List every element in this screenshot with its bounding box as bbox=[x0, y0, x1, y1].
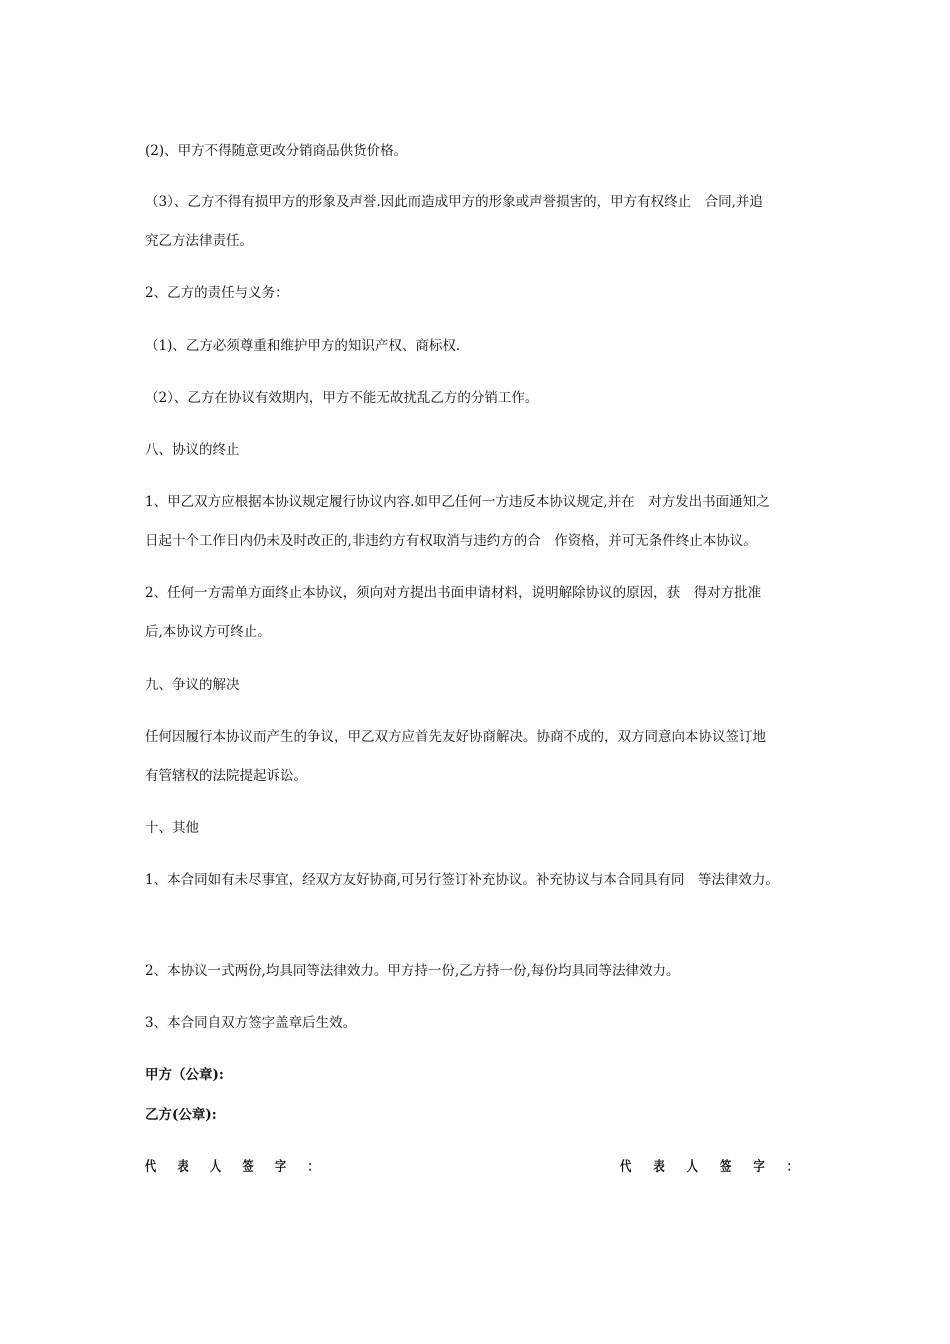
clause-text: 任何因履行本协议而产生的争议，甲乙双方应首先友好协商解决。协商不成的，双方同意向本协议签订地 bbox=[145, 729, 766, 745]
clause-heading: 2、乙方的责任与义务： bbox=[145, 285, 289, 301]
section-heading: 九、争议的解决 bbox=[145, 677, 240, 693]
clause-text: 有管辖权的法院提起诉讼。 bbox=[145, 768, 307, 784]
clause-text: （1)、乙方必须尊重和维护甲方的知识产权、商标权. bbox=[145, 338, 461, 354]
clause-text: （3）、乙方不得有损甲方的形象及声誉.因此而造成甲方的形象或声誉损害的，甲方有权终止 合同,并追 bbox=[145, 194, 763, 210]
clause-text: 究乙方法律责任。 bbox=[145, 233, 253, 249]
clause-text: (2)、甲方不得随意更改分销商品供货价格。 bbox=[145, 143, 408, 159]
clause-text: 1、本合同如有未尽事宜，经双方友好协商,可另行签订补充协议。补充协议与本合同具有同 等法律效力。 bbox=[145, 872, 779, 888]
signature-label-left: 代表人签字： bbox=[145, 1159, 341, 1175]
clause-text: 后,本协议方可终止。 bbox=[145, 624, 271, 640]
section-heading: 十、其他 bbox=[145, 820, 199, 836]
clause-text: （2）、乙方在协议有效期内，甲方不能无故扰乱乙方的分销工作。 bbox=[145, 390, 539, 406]
clause-text: 日起十个工作日内仍未及时改正的,非违约方有权取消与违约方的合 作资格，并可无条件终止本协议。 bbox=[145, 533, 757, 549]
party-a-seal-label: 甲方（公章): bbox=[145, 1067, 224, 1083]
clause-text: 3、本合同自双方签字盖章后生效。 bbox=[145, 1015, 357, 1031]
clause-text: 2、本协议一式两份,均具同等法律效力。甲方持一份,乙方持一份,每份均具同等法律效力。 bbox=[145, 963, 680, 979]
clause-text: 2、任何一方需单方面终止本协议，须向对方提出书面申请材料，说明解除协议的原因，获 得对方批准 bbox=[145, 585, 762, 601]
clause-text: 1、甲乙双方应根据本协议规定履行协议内容.如甲乙任何一方违反本协议规定,并在 对方发出书面通知之 bbox=[145, 494, 770, 510]
signature-label-right: 代表人签字： bbox=[620, 1159, 821, 1175]
party-b-seal-label: 乙方(公章): bbox=[145, 1107, 217, 1123]
section-heading: 八、协议的终止 bbox=[145, 442, 240, 458]
